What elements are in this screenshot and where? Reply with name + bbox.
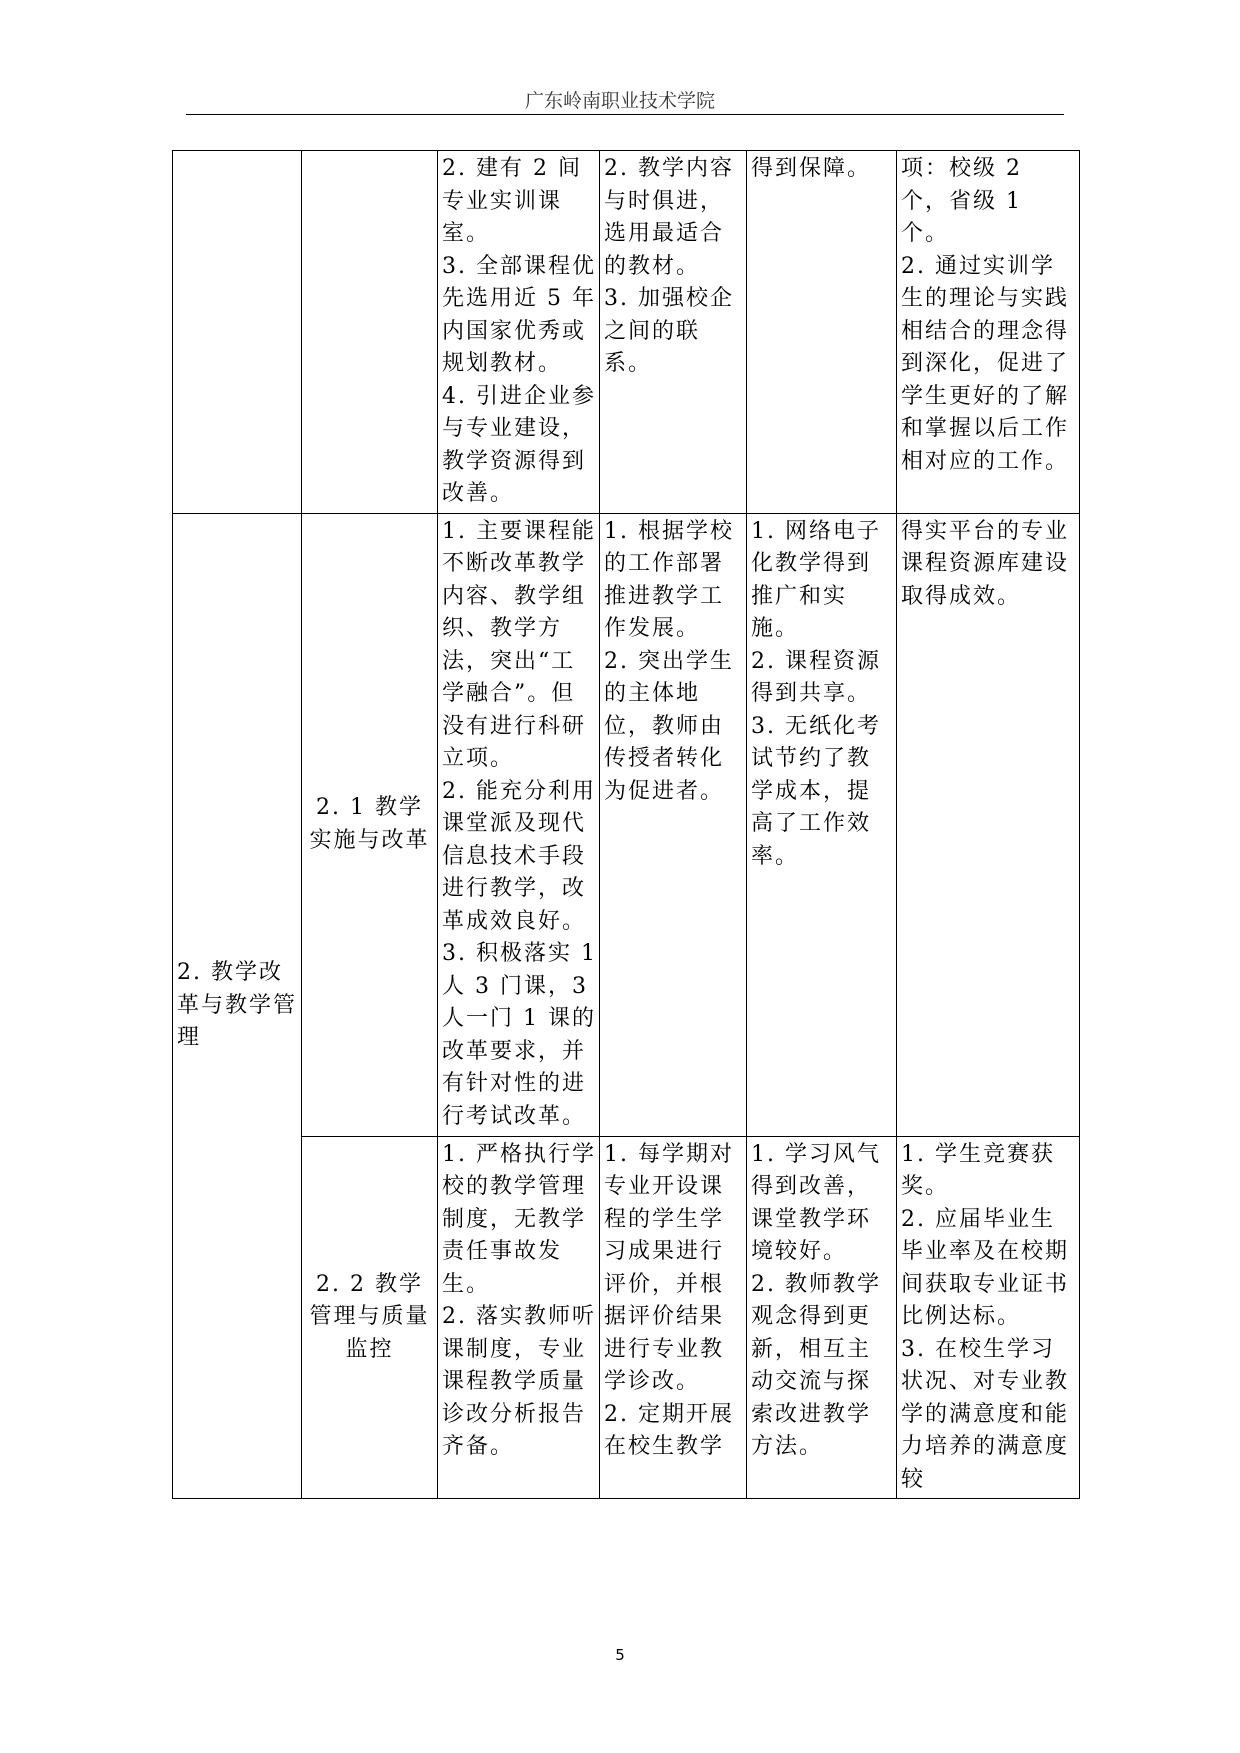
table-cell: 得实平台的专业课程资源库建设取得成效。 [897, 513, 1080, 1136]
table-cell: 1. 主要课程能不断改革教学内容、教学组织、教学方法，突出“工学融合”。但没有进行科研立项。 2. 能充分利用课堂派及现代信息技术手段进行教学，改革成效良好。 3. 积极落实 1 人 3 门课，3 人一门 1 课的改革要求，并有针对性的进行考试改革。 [438, 513, 600, 1136]
subsection-label: 2. 1 教学实施与改革 [302, 513, 438, 1136]
table-cell: 2. 建有 2 间专业实训课室。 3. 全部课程优先选用近 5 年内国家优秀或规划教材。 4. 引进企业参与专业建设，教学资源得到改善。 [438, 151, 600, 514]
evaluation-table [172, 150, 1080, 1499]
header-divider [186, 114, 1064, 115]
table-row [173, 151, 1080, 514]
table-row [173, 513, 1080, 1136]
table-cell: 1. 根据学校的工作部署推进教学工作发展。 2. 突出学生的主体地位，教师由传授者转化为促进者。 [600, 513, 747, 1136]
table-cell: 1. 学习风气得到改善，课堂教学环境较好。 2. 教师教学观念得到更新，相互主动交流与探索改进教学方法。 [747, 1136, 897, 1499]
table-cell: 1. 严格执行学校的教学管理制度，无教学责任事故发生。 2. 落实教师听课制度，专业课程教学质量诊改分析报告齐备。 [438, 1136, 600, 1499]
table-cell: 1. 每学期对专业开设课程的学生学习成果进行评价，并根据评价结果进行专业教学诊改。 2. 定期开展在校生教学 [600, 1136, 747, 1499]
table-cell-empty [173, 151, 302, 514]
subsection-label: 2. 2 教学管理与质量监控 [302, 1136, 438, 1499]
table-cell: 1. 学生竞赛获奖。 2. 应届毕业生毕业率及在校期间获取专业证书比例达标。 3. 在校生学习状况、对专业教学的满意度和能力培养的满意度较 [897, 1136, 1080, 1499]
table-cell: 1. 网络电子化教学得到推广和实施。 2. 课程资源得到共享。 3. 无纸化考试节约了教学成本，提高了工作效率。 [747, 513, 897, 1136]
table-cell: 2. 教学内容与时俱进，选用最适合的教材。 3. 加强校企之间的联系。 [600, 151, 747, 514]
section-label: 2. 教学改革与教学管理 [173, 513, 302, 1499]
table-cell: 得到保障。 [747, 151, 897, 514]
page-number: 5 [615, 1646, 625, 1664]
table-row [173, 1136, 1080, 1499]
table-cell: 项：校级 2 个，省级 1 个。 2. 通过实训学生的理论与实践相结合的理念得到深化，促进了学生更好的了解和掌握以后工作相对应的工作。 [897, 151, 1080, 514]
table-cell-empty [302, 151, 438, 514]
page-header-title: 广东岭南职业技术学院 [524, 90, 715, 112]
